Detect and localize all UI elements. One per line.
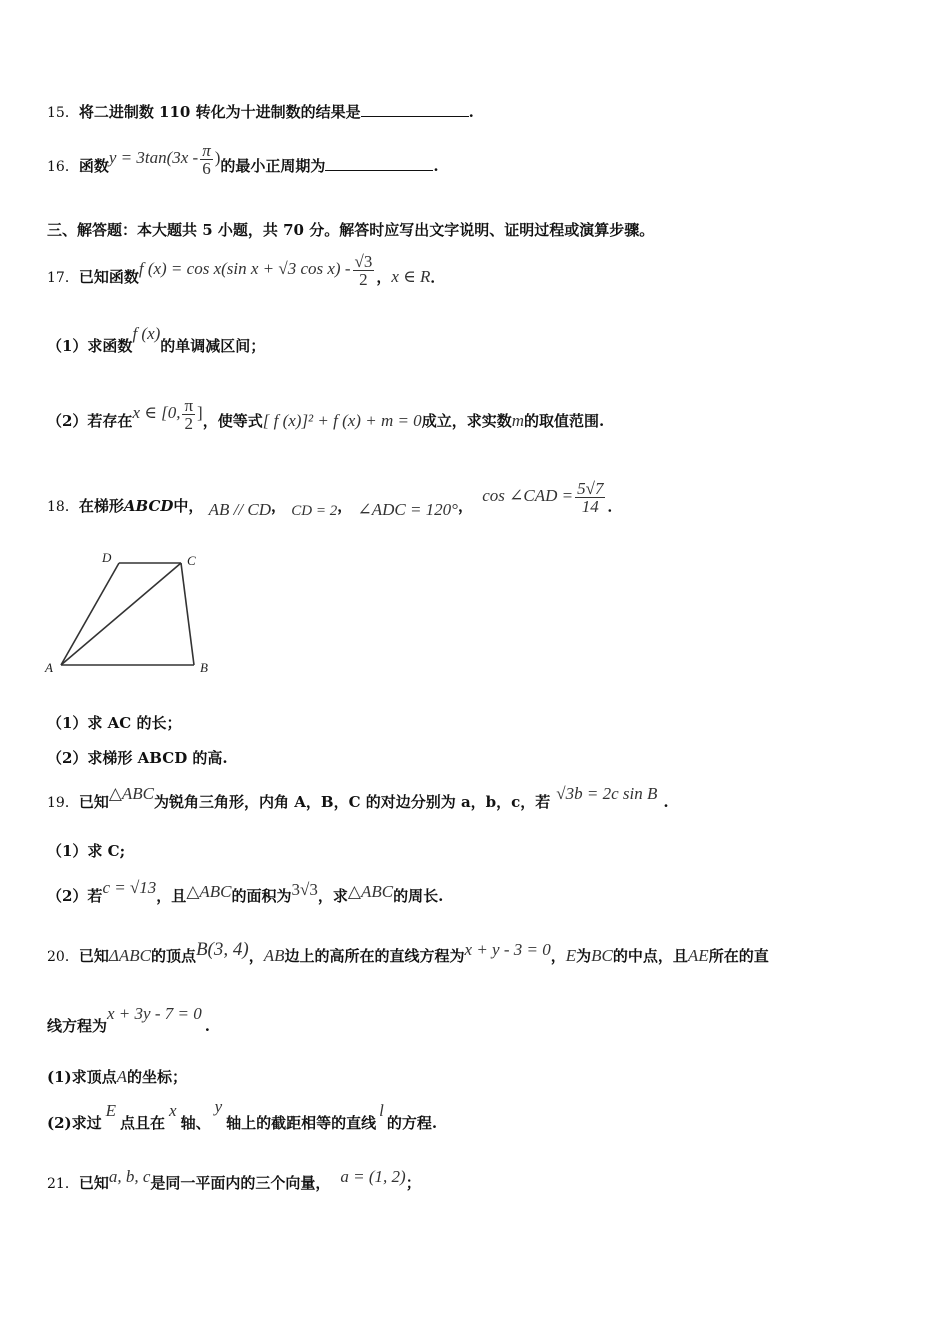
part-label: （2）若	[47, 887, 103, 905]
fraction-denominator: 14	[581, 496, 599, 516]
question-20-line-2	[47, 1004, 210, 1048]
equation: [ f (x)]² + f (x) + m = 0	[262, 411, 422, 430]
period: .	[468, 103, 474, 121]
question-text: 的最小正周期为	[220, 157, 326, 175]
formula	[108, 140, 221, 178]
condition-cosine	[482, 478, 607, 516]
fraction-denominator: 2	[184, 413, 193, 433]
comma: ，	[337, 497, 353, 515]
line-equation-2: x + 3y - 7 = 0	[107, 1004, 202, 1023]
triangle-symbol: △ABC	[347, 882, 394, 901]
formula-interval	[132, 395, 203, 433]
part-text: 轴上的截距相等的直线	[226, 1114, 377, 1132]
part-text: 的取值范围.	[523, 412, 605, 430]
comma: ，	[376, 268, 392, 286]
question-number: 21．	[47, 1176, 79, 1192]
trapezoid-name: ABCD	[123, 497, 174, 515]
question-20-part-2	[47, 1097, 438, 1143]
part-text: 的坐标；	[127, 1068, 188, 1086]
side-CB	[181, 563, 194, 665]
formula-pre: y = 3tan(3x -	[108, 148, 199, 167]
period: .	[663, 793, 669, 811]
question-number: 18．	[47, 499, 79, 515]
formula-fraction	[200, 142, 213, 177]
question-lead: 在梯形	[78, 497, 124, 515]
answer-blank	[325, 156, 433, 171]
triangle-symbol: △ABC	[186, 882, 232, 901]
interval-close: ]	[197, 403, 203, 422]
question-number: 16．	[47, 159, 79, 175]
answer-blank	[361, 102, 469, 117]
question-lead: 已知	[78, 947, 109, 965]
line-equation-1: x + y - 3 = 0	[464, 940, 551, 959]
question-17-part-2	[47, 395, 605, 444]
period: .	[204, 1017, 210, 1035]
formula-fraction	[353, 253, 375, 288]
condition-parallel: AB // CD	[208, 500, 271, 519]
question-17	[47, 252, 445, 303]
question-text: 将二进制数 110 转化为十进制数的结果是	[78, 103, 361, 121]
comma: ，	[248, 947, 264, 965]
question-17-part-1	[47, 326, 265, 366]
formula-main: f (x) = cos x(sin x + √3 cos x) -	[138, 259, 351, 278]
formula-post: )	[214, 148, 221, 167]
triangle-symbol: △ABC	[108, 784, 155, 803]
question-lead: 已知函数	[78, 268, 139, 286]
point-e: E	[565, 946, 577, 965]
question-text: 的中点，且	[612, 947, 688, 965]
period: ．	[430, 268, 446, 286]
question-text: 是同一平面内的三个向量，	[150, 1174, 331, 1192]
fraction-denominator: 2	[359, 269, 368, 289]
question-20	[47, 934, 769, 979]
question-lead: 已知	[78, 1174, 109, 1192]
condition-length: CD = 2	[291, 503, 338, 519]
area-value: 3√3	[291, 880, 318, 899]
interval-fraction	[182, 397, 195, 432]
label-A: A	[45, 660, 53, 675]
side-AD	[61, 563, 119, 665]
question-text: 的顶点	[150, 947, 196, 965]
segment-ab: AB	[263, 946, 285, 965]
part-text: 成立，求实数	[421, 412, 512, 430]
side-c-value: c = √13	[102, 878, 157, 897]
part-text: 的面积为	[231, 887, 292, 905]
line-l: l	[379, 1101, 384, 1120]
cosine-lhs: cos ∠CAD =	[482, 486, 574, 505]
variable-m: m	[511, 411, 524, 430]
interval-start: x ∈ [0,	[132, 403, 181, 422]
part-text: 的周长.	[393, 887, 444, 905]
comma: ，	[550, 947, 566, 965]
period: ．	[607, 497, 623, 515]
part-text: 点且在	[120, 1114, 166, 1132]
part-label: （1）求函数	[47, 337, 133, 355]
part-text: 轴、	[180, 1114, 211, 1132]
question-16	[47, 140, 439, 187]
question-lead: 函数	[78, 157, 109, 175]
question-text: 为锐角三角形，内角 A，B，C 的对边分别为 a，b，c，若	[154, 793, 551, 811]
part-text: （1）求 AC 的长；	[47, 714, 182, 732]
axis-y: y	[214, 1097, 223, 1116]
label-D: D	[102, 550, 112, 565]
fraction-denominator: 6	[202, 158, 211, 178]
part-text: 的单调减区间；	[160, 337, 266, 355]
question-text: 中，	[173, 497, 204, 515]
point-e: E	[105, 1101, 117, 1120]
triangle-symbol: ΔABC	[108, 946, 151, 965]
domain: x ∈ R	[391, 267, 431, 286]
segment-ae: AE	[687, 946, 709, 965]
cosine-fraction	[575, 480, 605, 515]
question-20-part-1	[47, 1067, 187, 1087]
part-text: （2）求梯形 ABCD 的高.	[47, 749, 228, 767]
question-text: 为	[576, 947, 592, 965]
vertex-b: B(3, 4)	[195, 939, 249, 960]
formula	[138, 251, 377, 289]
diagonal-AC	[61, 563, 181, 665]
axis-x: x	[169, 1101, 177, 1120]
comma: ，	[270, 497, 286, 515]
part-text: 的方程.	[386, 1114, 438, 1132]
question-19-part-1	[47, 841, 125, 861]
segment-bc: BC	[591, 946, 613, 965]
condition-angle: ∠ADC = 120°	[357, 500, 458, 519]
question-15	[47, 102, 474, 123]
question-text: 边上的高所在的直线方程为	[284, 947, 465, 965]
period: .	[433, 157, 439, 175]
question-19	[47, 782, 669, 823]
fraction-numerator: √3	[354, 251, 373, 271]
section-heading-text: 三、解答题：本大题共 5 小题，共 70 分。解答时应写出文字说明、证明过程或演算步骤。	[47, 221, 655, 239]
formula: f (x)	[132, 324, 161, 343]
part-text: （1）求 C;	[47, 842, 126, 860]
question-text: 线方程为	[47, 1017, 108, 1035]
label-C: C	[187, 553, 196, 568]
point-a: A	[116, 1067, 128, 1086]
fraction-numerator: π	[202, 140, 211, 160]
question-number: 15．	[47, 105, 79, 121]
question-19-part-2	[47, 876, 443, 916]
question-21	[47, 1163, 421, 1204]
trapezoid-figure	[40, 545, 220, 680]
part-text: ，求	[317, 887, 348, 905]
question-number: 20．	[47, 949, 79, 965]
fraction-numerator: π	[184, 395, 194, 415]
question-18-part-2	[47, 748, 228, 768]
question-18-part-1	[47, 713, 181, 733]
comma: ，	[457, 497, 473, 515]
section-heading	[47, 220, 654, 240]
part-text: ，且	[156, 887, 187, 905]
part-label: (2)求过	[47, 1114, 102, 1132]
question-number: 17．	[47, 270, 79, 286]
fraction-numerator: 5√7	[577, 478, 604, 498]
vector-a: a = (1, 2)	[340, 1167, 406, 1186]
equation: √3b = 2c sin B	[556, 784, 658, 803]
vector-names: a, b, c	[108, 1167, 151, 1186]
part-label: (1)求顶点	[47, 1068, 117, 1086]
label-B: B	[200, 660, 208, 675]
question-text: 所在的直	[708, 947, 769, 965]
part-label: （2）若存在	[47, 412, 133, 430]
part-text: ，使等式	[202, 412, 263, 430]
question-lead: 已知	[78, 793, 109, 811]
semicolon: ；	[405, 1174, 421, 1192]
question-18	[47, 478, 622, 535]
question-number: 19．	[47, 795, 79, 811]
